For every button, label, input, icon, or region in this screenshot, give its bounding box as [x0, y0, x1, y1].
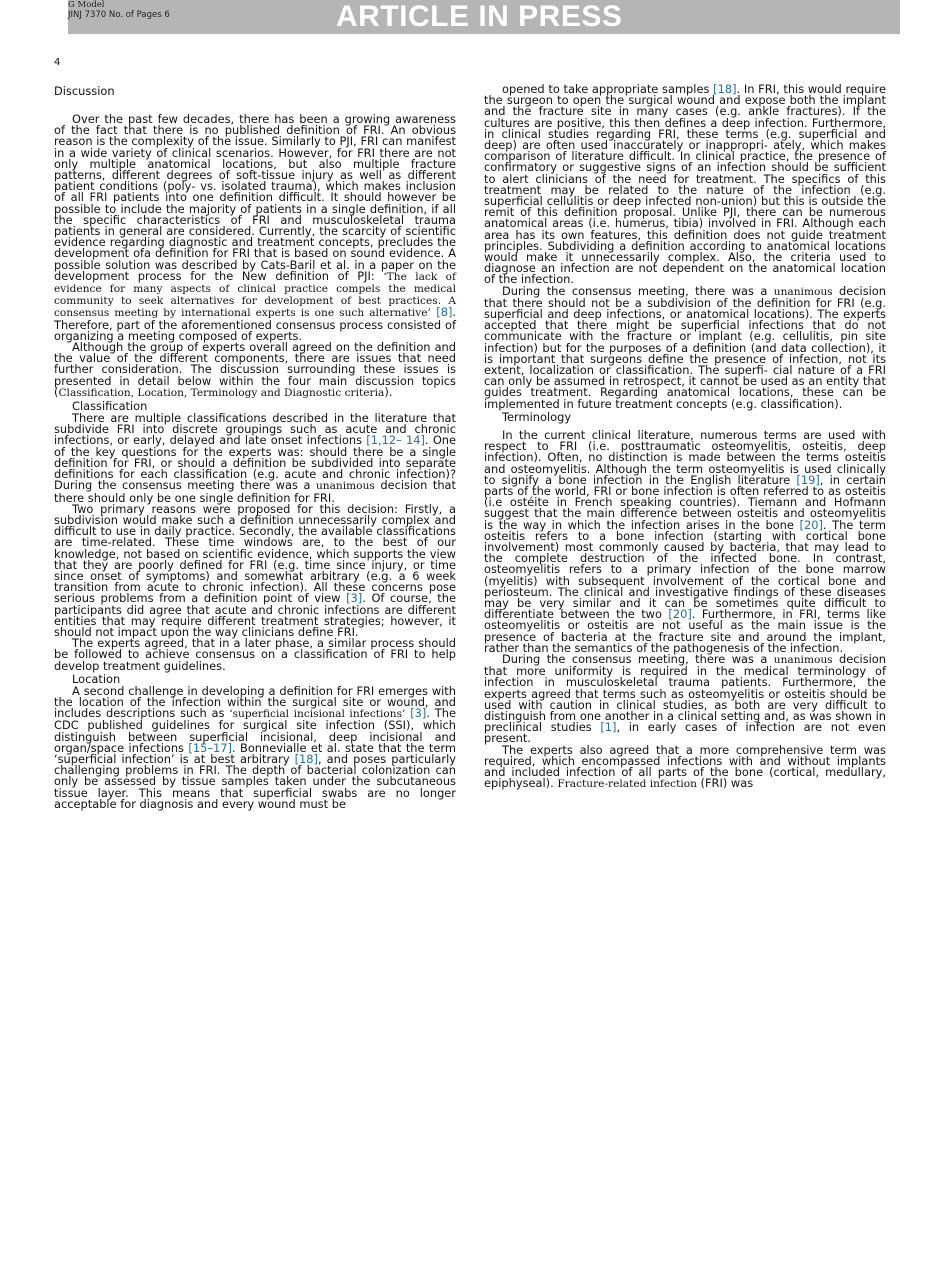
paragraph: During the consensus meeting, there was a unanimous decision that more uniformity is required in the medical terminology of infection in musculoskeletal trauma patients. Furthermore, the experts agreed that terms such as osteomyelitis or osteitis should be used with caution in clinical studies, as both are very difficult to distinguish from one another in a clinical setting and, as was shown in preclinical studies [1], in early cases of infection are not even present. [484, 651, 886, 746]
paragraph: In the current clinical literature, numerous terms are used with respect to FRI (i.e. posttraumatic osteomyelitis, osteitis, deep infection). Often, no distinction is made between the terms osteitis and osteomyelitis. Although the term osteomyelitis is used clinically to signify a bone infection in the English literature [19], in certain parts of the world, FRI or bone infection is often referred to as osteitis (i.e ostéite in French speaking countries). Tiemann and Hofmann suggest that the main difference between osteitis and osteomyelitis is the way in which the infection arises in the bone [20]. The term osteitis refers to a bone infection (starting with cortical bone involvement) most commonly caused by bacteria, that may lead to the complete destruction of the infected bone. In contrast, osteomyelitis refers to a primary infection of the bone marrow (myelitis) with subsequent involvement of the cortical bone and periosteum. The clinical and investigative findings of these diseases may be very similar and it can be sometimes quite difficult to differentiate between the two [20]. Furthermore, in FRI, terms like osteomyelitis or osteitis are not useful as the main issue is the presence of bacteria at the fracture site and around the implant, rather than the semantics of the pathogenesis of the infection. [484, 427, 887, 655]
citation-link[interactable]: [20] [668, 607, 692, 622]
section-heading-discussion: Discussion [54, 84, 115, 98]
citation-link[interactable]: [18] [294, 751, 318, 766]
model-label: G Model [68, 0, 105, 10]
paragraph: There are multiple classifications described in the literature that subdivide FRI into discrete groupings such as acute and chronic infections, or early, delayed and late onset infections [1,12– 14]. One of the key questions for the experts was: should there be a single definition for FRI, or should a definition be subdivided into separate definitions for each classification (e.g. acute and chronic infection)? During the consensus meeting there was a unanimous decision that there should only be one single definition for FRI. [54, 411, 457, 505]
citation-link[interactable]: [3] [410, 706, 427, 721]
citation-link[interactable]: [1,12– 14] [366, 433, 425, 448]
right-column [484, 84, 886, 790]
citation-link[interactable]: [1] [600, 720, 617, 735]
citation-link[interactable]: [18] [713, 82, 737, 96]
subheading-classification: Classification [72, 399, 148, 414]
paragraph: Although the group of experts overall agreed on the definition and the value of the different components, there are issues that need further consideration. The discussion surrounding these issues is presented in detail below within the four main discussion topics (Classification, Location, Terminology and Diagnostic criteria). [54, 340, 456, 399]
paragraph: Two primary reasons were proposed for this decision: Firstly, a subdivision would make such a definition unnecessarily complex and difficult to use in daily practice. Secondly, the available classifications are time-related. These time windows are, to the best of our knowledge, not based on scientific evidence, which supports the view that they are poorly defined for FRI (e.g. time since injury, or time since onset of symptoms) and somewhat arbitrary (e.g. a 6 week transition from acute to chronic infection). All these concerns pose serious problems from a definition point of view [3]. Of course, the participants did agree that acute and chronic infections are different entities that may require different treatment strategies; however, it should not impact upon the way clinicians define FRI. [54, 501, 456, 639]
citation-link[interactable]: [20] [799, 517, 823, 532]
journal-meta [68, 0, 170, 20]
journal-info: JINJ 7370 No. of Pages 6 [68, 10, 170, 20]
citation-link[interactable]: [8] [436, 305, 453, 320]
paragraph: Over the past few decades, there has been a growing awareness of the fact that there is no published definition of FRI. An obvious reason is the complexity of the issue. Similarly to PJI, FRI can manifest in a wide variety of clinical scenarios. However, for FRI there are not only multiple anatomical locations, but also multiple fracture patterns, different degrees of soft-tissue injury as well as different patient conditions (poly- vs. isolated trauma), which makes inclusion of all FRI patients into one definition difficult. It should however be possible to include the majority of patients in a single definition, if all the specific characteristics of FRI and musculoskeletal trauma patients in general are considered. Currently, the scarcity of scientific evidence regarding diagnostic and treatment concepts, precludes the development ofa definition for FRI that is based on sound evidence. A possible solution was described by Cats-Baril et al. in a paper on the development process for the New definition of PJI: ‘The lack of evidence for many aspects of clinical practice compels the medical community to seek alternatives for development of best practices. A consensus meeting by international experts is one such alternative’ [8]. Therefore, part of the aforementioned consensus process consisted of organizing a meeting composed of experts. [54, 112, 457, 343]
subheading-terminology: Terminology [502, 409, 572, 424]
article-in-press-banner: ARTICLE IN PRESS [336, 0, 623, 33]
citation-link[interactable]: [3] [346, 591, 363, 606]
citation-link[interactable]: [15–17] [188, 740, 232, 755]
left-column [54, 84, 456, 810]
page-number: 4 [54, 57, 61, 68]
subheading-location: Location [72, 671, 121, 686]
paragraph: opened to take appropriate samples [18]. In FRI, this would require the surgeon to open the surgical wound and expose both the implant and the fracture site in many cases (e.g. ankle fractures). If the cultures are positive, this then defines a deep infection. Furthermore, in clinical studies regarding FRI, these terms (e.g. superficial and deep) are often used inaccurately or inappropri- ately, which makes comparison of literature difficult. In clinical practice, the presence of confirmatory or suggestive signs of an infection should be sufficient to alert clinicians of the need for treatment. The specifics of this treatment may be related to the nature of the infection (e.g. superficial cellulitis or deep infected non-union) but this is outside the remit of this definition proposal. Unlike PJI, there can be numerous anatomical areas (i.e. humerus, tibia) involved in FRI. Although each area has its own features, this definition does not guide treatment principles. Subdividing a definition according to anatomical locations would make it unnecessarily complex. Also, the criteria used to diagnose an infection are not dependent on the anatomical location of the infection. [484, 82, 886, 287]
paragraph: The experts agreed, that in a later phase, a similar process should be followed to achieve consensus on a classification of FRI to help develop treatment guidelines. [54, 636, 456, 673]
header-banner [68, 0, 900, 34]
paragraph: During the consensus meeting, there was a unanimous decision that there should not be a subdivision of the definition for FRI (e.g. superficial and deep infections, or anatomical locations). The experts accepted that there might be superficial infections that do not communicate with the fracture or implant (e.g. cellulitis, pin site infection) but for the purposes of a definition (and data collection), it is important that surgeons define the presence of infection, not its extent, localization or classification. The superfi- cial nature of a FRI can only be assumed in retrospect, it cannot be used as an entity that guides treatment. Regarding anatomical locations, these can be implemented in future treatment concepts (e.g. classification). [484, 283, 886, 411]
paragraph: A second challenge in developing a definition for FRI emerges with the location of the infection within the surgical site or wound, and includes descriptions such as ‘superficial incisional infections’ [3]. The CDC published guidelines for surgical site infection (SSI), which distinguish between superficial incisional, deep incisional and organ/space infections [15–17]. Bonnevialle et al. state that the term ‘superficial infection’ is at best arbitrary [18], and poses particularly challenging problems in FRI. The depth of bacterial colonization can only be assessed by tissue samples taken under the subcutaneous tissue layer. This means that superficial swabs are no longer acceptable for diagnosis and every wound must be [54, 683, 456, 811]
citation-link[interactable]: [19] [796, 472, 820, 487]
paragraph: The experts also agreed that a more comprehensive term was required, which encompassed infections with and without implants and included infection of all parts of the bone (cortical, medullary, epiphyseal). Fracture-related infection (FRI) was [484, 742, 886, 791]
